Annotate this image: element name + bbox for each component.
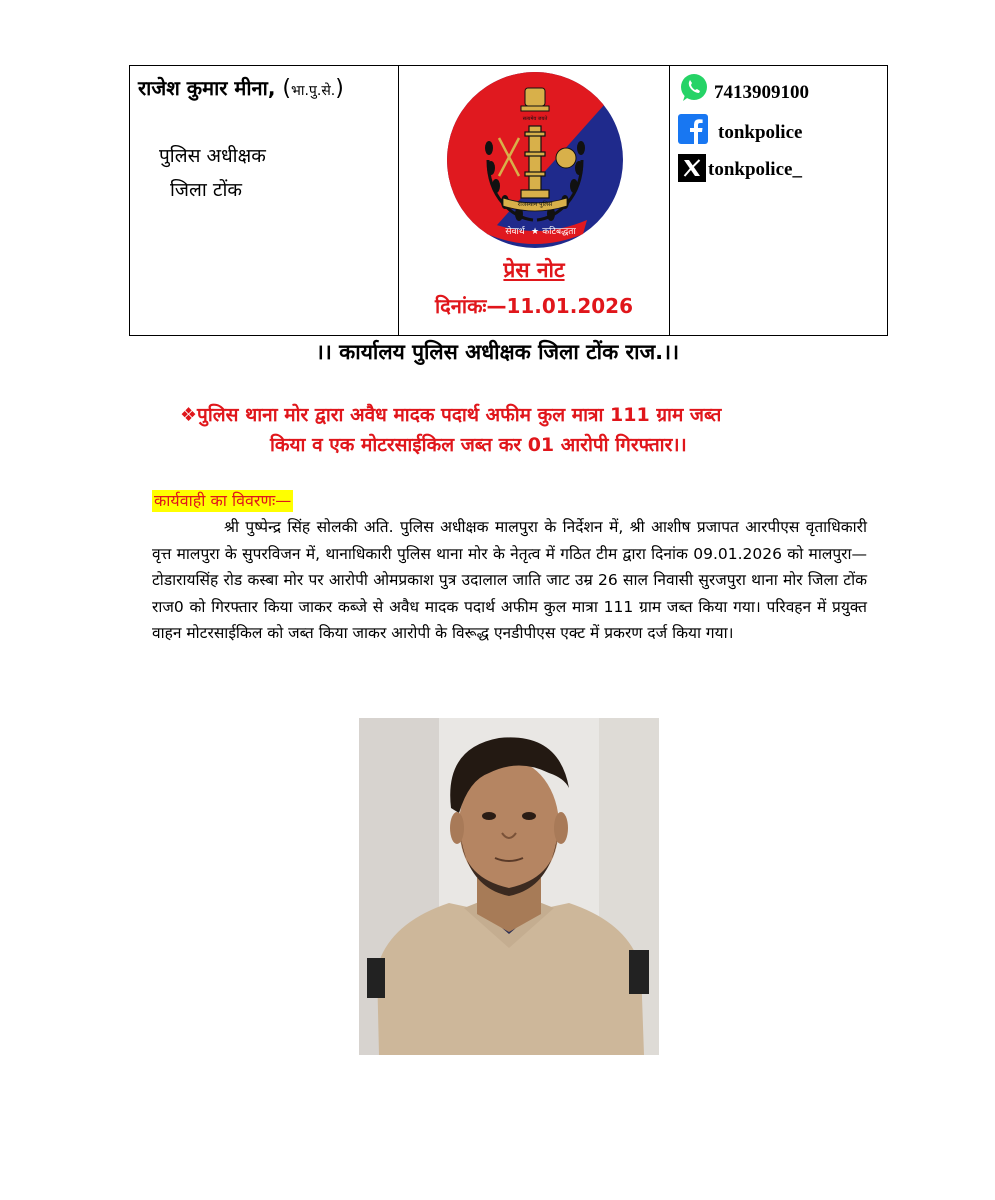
headline xyxy=(180,400,880,460)
section-label: कार्यवाही का विवरणः— xyxy=(154,491,292,510)
accused-photo xyxy=(359,718,659,1055)
headline-line-2: किया व एक मोटरसाईकिल जब्त कर 01 आरोपी गिरफ्तार।। xyxy=(270,434,687,456)
office-title: ।। कार्यालय पुलिस अधीक्षक जिला टोंक राज.।। xyxy=(315,340,680,364)
whatsapp-number: 7413909100 xyxy=(714,82,809,103)
press-note-date: दिनांकः—11.01.2026 xyxy=(434,294,633,318)
svg-text:★: ★ xyxy=(530,227,540,237)
officer-designation: पुलिस अधीक्षक xyxy=(159,145,266,167)
press-note-title: प्रेस नोट xyxy=(503,258,565,282)
officer-service: (भा.पु.से.) xyxy=(282,76,344,101)
svg-text:कटिबद्धता: कटिबद्धता xyxy=(542,227,576,237)
facebook-handle: tonkpolice xyxy=(718,122,803,143)
officer-name: राजेश कुमार मीना, xyxy=(138,76,276,100)
svg-text:सत्यमेव जयते: सत्यमेव जयते xyxy=(522,116,548,122)
contact-x xyxy=(678,154,802,182)
rajasthan-police-logo xyxy=(433,68,637,252)
officer-name-line xyxy=(138,74,344,101)
contact-whatsapp xyxy=(678,72,809,104)
diamond-bullet-icon: ❖ xyxy=(180,404,198,426)
svg-text:राजस्थान पुलिस: राजस्थान पुलिस xyxy=(517,201,553,208)
whatsapp-icon xyxy=(678,72,710,104)
headline-line-1: पुलिस थाना मोर द्वारा अवैध मादक पदार्थ अफीम कुल मात्रा 111 ग्राम जब्त xyxy=(197,404,722,426)
body-paragraph: श्री पुष्पेन्द्र सिंह सोलकी अति. पुलिस अधीक्षक मालपुरा के निर्देशन में, श्री आशीष प्रजापत आरपीएस वृताधिकारी वृत्त मालपुरा के सुपरविजन में, थानाधिकारी पुलिस थाना मोर के नेतृत्व में गठित टीम द्वारा दिनांक 09.01.2026 को मालपुरा—टोडारायसिंह रोड कस्बा मोर पर आरोपी ओमप्रकाश पुत्र उदालाल जाति जाट उम्र 26 साल निवासी सुरजपुरा थाना मोर जिला टोंक राज0 को गिरफ्तार किया जाकर कब्जे से अवैध मादक पदार्थ अफीम कुल मात्रा 111 ग्राम जब्त किया गया। परिवहन में प्रयुक्त वाहन मोटरसाईकिल को जब्त किया जाकर आरोपी के विरूद्ध एनडीपीएस एक्ट में प्रकरण दर्ज किया गया। xyxy=(152,518,867,642)
letterhead-table xyxy=(129,65,888,336)
svg-text:सेवार्थ: सेवार्थ xyxy=(505,227,525,237)
officer-district: जिला टोंक xyxy=(170,179,242,201)
contact-block xyxy=(669,66,889,335)
contact-facebook xyxy=(678,114,802,144)
x-handle: tonkpolice_ xyxy=(708,159,802,180)
officer-block xyxy=(130,66,399,335)
x-icon xyxy=(678,154,706,182)
logo-block xyxy=(399,66,669,335)
facebook-icon xyxy=(678,114,708,144)
